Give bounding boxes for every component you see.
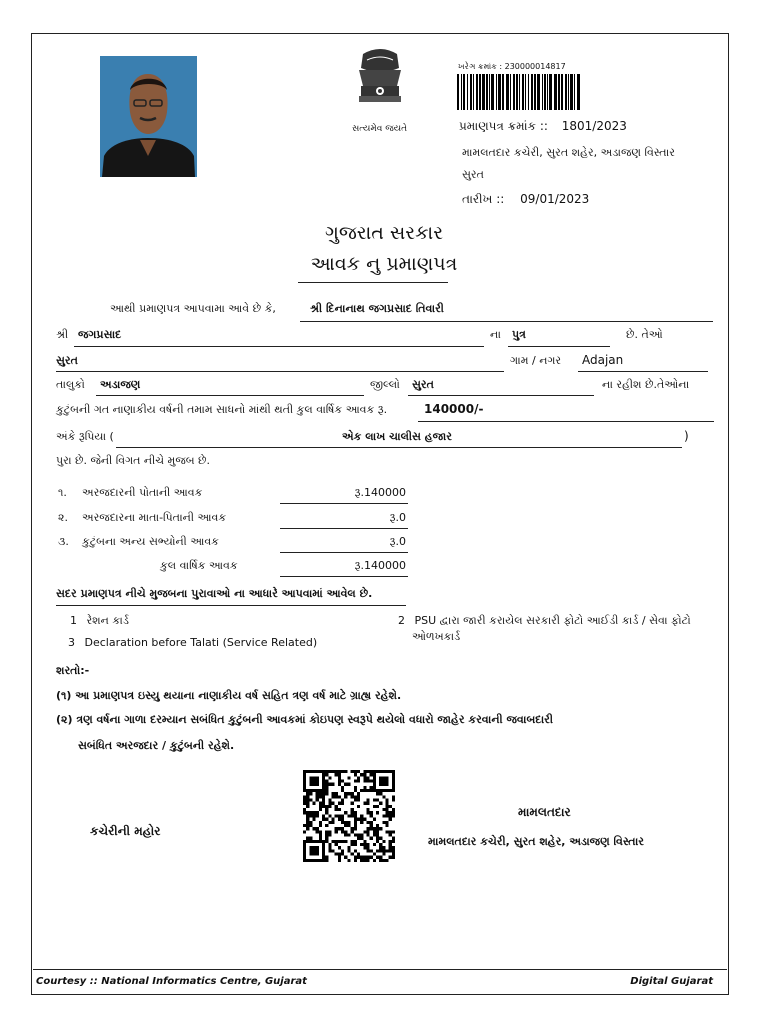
barcode-icon[interactable] <box>457 74 583 110</box>
table-row-amount: રૂ.0 <box>389 535 406 548</box>
certificate-number: 1801/2023 <box>561 119 627 133</box>
che-teo-label: છે. તેઓ <box>626 328 663 341</box>
certificate-number-row <box>459 119 627 134</box>
office-seal-label: કચેરીની મહોર <box>90 824 161 838</box>
taluka-label: તાલુકો <box>56 378 85 391</box>
relation: પુત્ર <box>512 328 526 341</box>
total-amount: રૂ.140000 <box>354 559 406 572</box>
evidence-no: 1 <box>70 614 77 627</box>
emblem-caption: સત્યમેવ જયતે <box>352 124 408 134</box>
taluka-value: અડાજણ <box>100 378 141 391</box>
footer <box>33 969 727 993</box>
village-label: ગામ / નગર <box>510 354 562 367</box>
district-label: જીલ્લો <box>370 378 400 391</box>
village-value: Adajan <box>582 353 624 367</box>
conditions-heading: શરતો:- <box>56 664 90 677</box>
national-emblem-icon <box>345 46 415 122</box>
applicant-name: શ્રી દિનાનાથ જગપ્રસાદ તિવારી <box>310 302 444 315</box>
office-line-2: સુરત <box>462 168 484 181</box>
qr-code-icon[interactable] <box>300 770 398 862</box>
resides-label: ના રહીશ છે.તેઓના <box>602 378 690 391</box>
table-row-label: કુટુંબના અન્ય સભ્યોની આવક <box>82 535 219 548</box>
table-row-label: અરજદારની પોતાની આવક <box>82 486 203 499</box>
evidence-no: 2 <box>398 614 405 627</box>
evidence-no: 3 <box>68 636 75 649</box>
table-row-no: ૨. <box>58 511 68 524</box>
income-amount: 140000/- <box>424 402 484 416</box>
total-label: કુલ વાર્ષિક આવક <box>160 559 238 572</box>
table-row-no: ૩. <box>58 535 69 548</box>
evidence-text: રેશન કાર્ડ <box>86 614 129 627</box>
evidence-heading: સદર પ્રમાણપત્ર નીચે મુજબના પુરાવાઓ ના આધારે આપવામાં આવેલ છે. <box>56 587 373 600</box>
date-label: તારીખ :: <box>462 192 505 206</box>
title-certificate: આવક નુ પ્રમાણપત્ર <box>310 253 458 275</box>
income-sentence: કુટુંબની ગત નાણાકીય વર્ષની તમામ સાધનો માંથી થતી કુલ વાર્ષિક આવક રૂ. <box>56 403 388 416</box>
applicant-photo <box>100 56 197 177</box>
words-value: એક લાખ ચાલીસ હજાર <box>342 430 452 443</box>
footer-courtesy: Courtesy :: National Informatics Centre, Gujarat <box>36 976 307 987</box>
title-government: ગુજરાત સરકાર <box>324 222 444 244</box>
signatory-designation: મામલતદાર <box>518 805 571 819</box>
condition-2-cont: સબંધિત અરજદાર / કુટુંબની રહેશે. <box>78 739 235 752</box>
table-row-amount: રૂ.140000 <box>354 486 406 499</box>
district-value: સુરત <box>412 378 434 391</box>
condition-2: (૨) ત્રણ વર્ષના ગાળા દરમ્યાન સબંધિત કુટુંબની આવકમાં કોઇપણ સ્વરૂપે થયેલો વધારો જાહેર કરવાની જવાબદારી <box>56 713 553 726</box>
footer-digital-gujarat: Digital Gujarat <box>630 976 713 987</box>
serial-number: ખરેઞ ક્રમાંક : 230000014817 <box>458 62 566 71</box>
evidence-text: Declaration before Talati (Service Related) <box>84 636 318 649</box>
certificate-number-label: પ્રમાણપત્ર ક્રમાંક :: <box>459 119 548 133</box>
na-label: ના <box>490 328 501 341</box>
intro-text: આથી પ્રમાણપત્ર આપવામા આવે છે કે, <box>110 302 276 315</box>
signatory-office: મામલતદાર કચેરી, સુરત શહેર, અડાજણ વિસ્તાર <box>428 835 644 848</box>
table-row-no: ૧. <box>58 486 67 499</box>
details-line: પુરા છે. જેની વિગત નીચે મુજબ છે. <box>56 454 211 467</box>
table-row-amount: રૂ.0 <box>389 511 406 524</box>
shri-label: શ્રી <box>56 328 69 341</box>
evidence-text: PSU દ્વારા જારી કરાયેલ સરકારી ફોટો આઈડી કાર્ડ / સેવા ફોટો <box>414 614 691 627</box>
office-line-1: મામલતદાર કચેરી, સુરત શહેર, અડાજણ વિસ્તાર <box>462 146 675 159</box>
table-row-label: અરજદારના માતા-પિતાની આવક <box>82 511 227 524</box>
evidence-item-1 <box>70 614 129 628</box>
words-close: ) <box>684 429 689 443</box>
date-value: 09/01/2023 <box>520 192 590 206</box>
evidence-item-3 <box>68 636 317 649</box>
date-row <box>462 192 589 207</box>
words-label: અંકે રૂપિયા ( <box>56 430 114 443</box>
father-name: જગપ્રસાદ <box>78 328 122 341</box>
evidence-item-2 <box>398 614 691 628</box>
city-value: સુરત <box>56 354 78 367</box>
evidence-item-2-cont: ઓળખકાર્ડ <box>412 630 461 643</box>
condition-1: (૧) આ પ્રમાણપત્ર ઇસ્યુ થયાના નાણાકીય વર્ષ સહિત ત્રણ વર્ષ માટે ગ્રાહ્ય રહેશે. <box>56 689 402 702</box>
